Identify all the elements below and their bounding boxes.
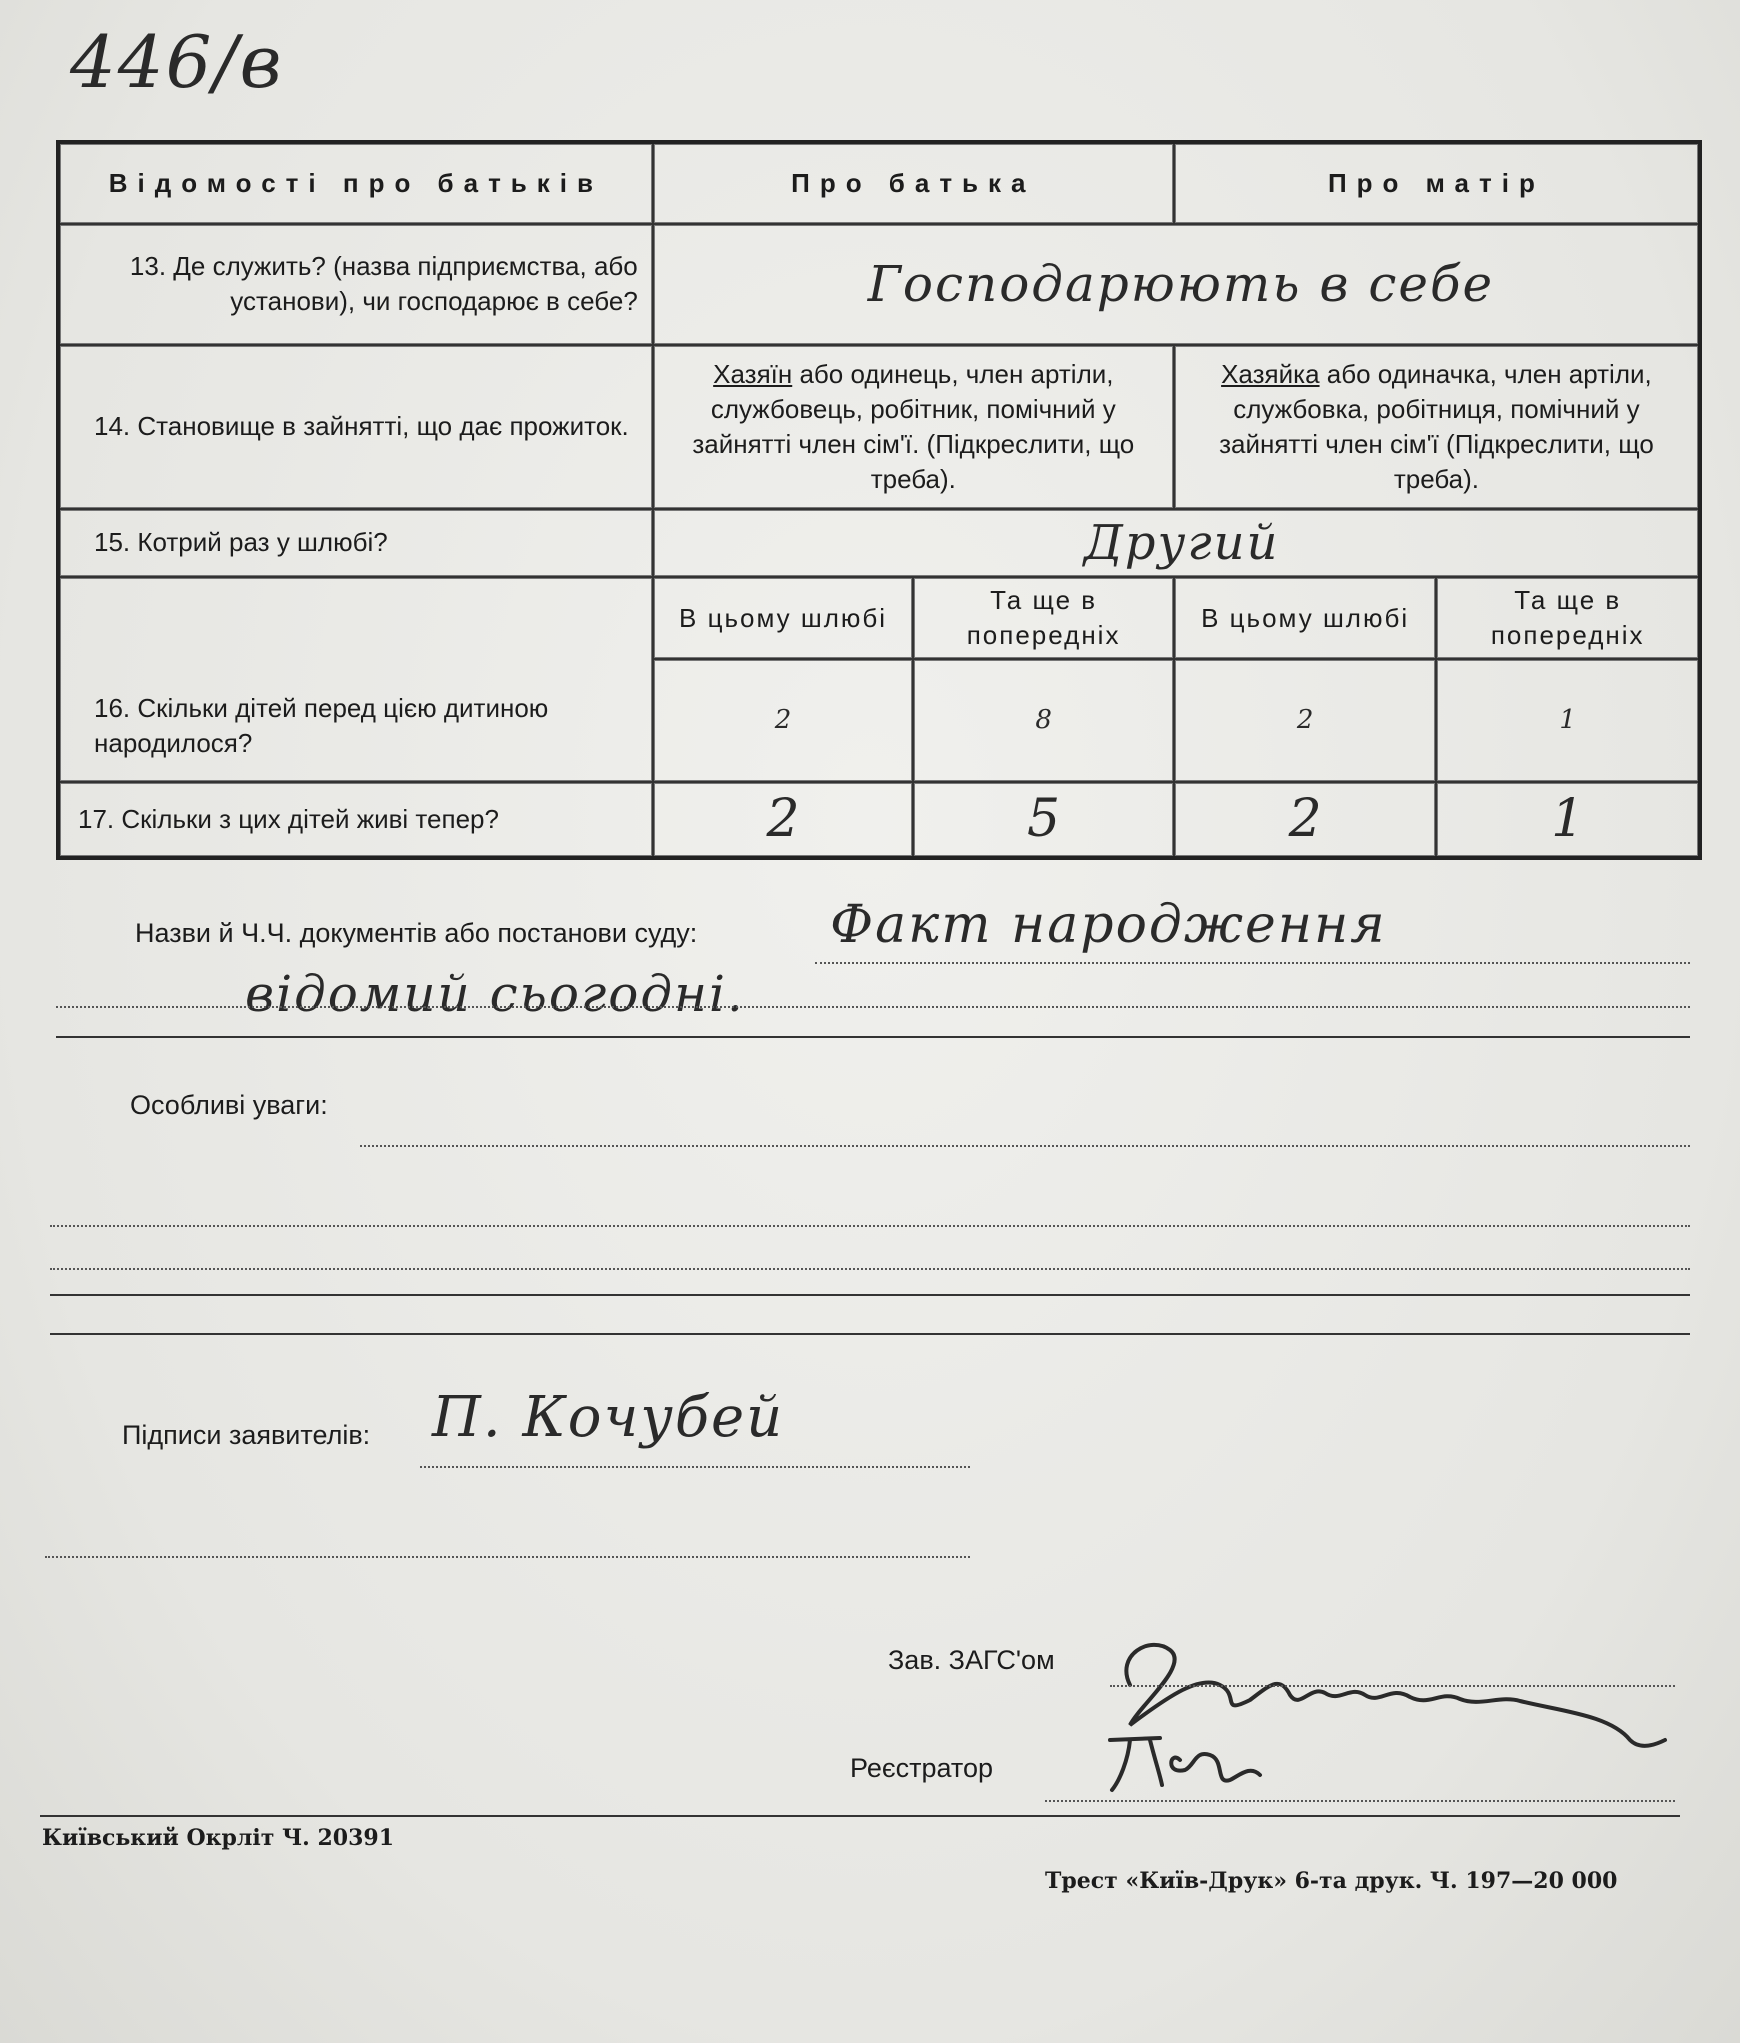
- q16-father-previous: 8: [913, 659, 1174, 782]
- applicants-line-1: [420, 1466, 970, 1468]
- q13-answer: Господарюють в себе: [867, 254, 1495, 313]
- applicants-signature: П. Кочубей: [432, 1385, 785, 1450]
- q14-mother-selected: Хазяйка: [1221, 358, 1320, 389]
- q17-label: 17. Скільки з цих дітей живі тепер?: [58, 782, 653, 858]
- remarks-line-2: [50, 1225, 1690, 1227]
- documents-line-1: [815, 962, 1690, 964]
- registrar-signature: [1100, 1730, 1300, 1800]
- documents-rule: [56, 1036, 1690, 1038]
- header-parents-info: Відомості про батьків: [58, 142, 653, 224]
- q14-label: 14. Становище в зайнятті, що дає прожиток.: [58, 345, 653, 509]
- header-father: Про батька: [653, 142, 1174, 224]
- zags-head-label: Зав. ЗАГС'ом: [888, 1645, 1055, 1675]
- q14-father-options: [653, 345, 1174, 509]
- q15-label: 15. Котрий раз у шлюбі?: [58, 509, 653, 577]
- q14-mother-options: [1174, 345, 1700, 509]
- subheader-father-this-marriage: В цьому шлюбі: [653, 577, 914, 659]
- q16-mother-previous: 1: [1436, 659, 1700, 782]
- q17-father-this: 2: [653, 782, 914, 858]
- subheader-mother-previous: Та ще в попередніх: [1436, 577, 1700, 659]
- documents-line-2: [56, 1006, 1690, 1008]
- q17-father-previous: 5: [913, 782, 1174, 858]
- remarks-label: Особливі уваги:: [130, 1090, 328, 1120]
- footer-rule: [40, 1815, 1680, 1817]
- q14-father-text: або одинець, член артіли, службовець, робітник, помічний у зайнятті член сім'ї. (Підкреслити, що треба).: [692, 358, 1135, 494]
- q14-mother-text: або одиначка, член артіли, службовка, робітниця, помічний у зайнятті член сім'ї (Підкреслити, що треба).: [1219, 358, 1654, 494]
- footer-left-imprint: Київський Окрліт Ч. 20391: [42, 1825, 395, 1851]
- subheader-father-previous: Та ще в попередніх: [913, 577, 1174, 659]
- q14-father-selected: Хазяїн: [713, 358, 793, 389]
- documents-value-line2: відомий сьогодні.: [245, 965, 745, 1023]
- parents-info-table: [56, 140, 1702, 860]
- documents-value-line1: Факт народження: [830, 895, 1387, 955]
- footer-right-imprint: Трест «Київ-Друк» 6-та друк. Ч. 197—20 000: [1045, 1868, 1618, 1894]
- q15-answer: Другий: [1083, 514, 1280, 571]
- q16-label: 16. Скільки дітей перед цією дитиною народилося?: [58, 577, 653, 782]
- remarks-rule-2: [50, 1333, 1690, 1335]
- registrar-line: [1045, 1800, 1675, 1802]
- archive-number-note: 446/в: [70, 20, 284, 104]
- q17-mother-this: 2: [1174, 782, 1437, 858]
- documents-label: Назви й Ч.Ч. документів або постанови суду:: [135, 918, 698, 948]
- header-mother: Про матір: [1174, 142, 1700, 224]
- q15-answer-cell: [653, 509, 1700, 577]
- subheader-mother-this-marriage: В цьому шлюбі: [1174, 577, 1437, 659]
- q16-father-this: 2: [653, 659, 914, 782]
- q17-mother-previous: 1: [1436, 782, 1700, 858]
- remarks-line-3: [50, 1268, 1690, 1270]
- registrar-label: Реєстратор: [850, 1753, 994, 1783]
- q16-mother-this: 2: [1174, 659, 1437, 782]
- remarks-rule-1: [50, 1294, 1690, 1296]
- applicants-line-2: [45, 1556, 970, 1558]
- applicants-signature-label: Підписи заявителів:: [122, 1420, 371, 1450]
- q13-answer-cell: [653, 224, 1700, 345]
- remarks-line-1: [360, 1145, 1690, 1147]
- q13-label: 13. Де служить? (назва підприємства, або установи), чи господарює в себе?: [58, 224, 653, 345]
- zags-head-line: [1110, 1685, 1675, 1687]
